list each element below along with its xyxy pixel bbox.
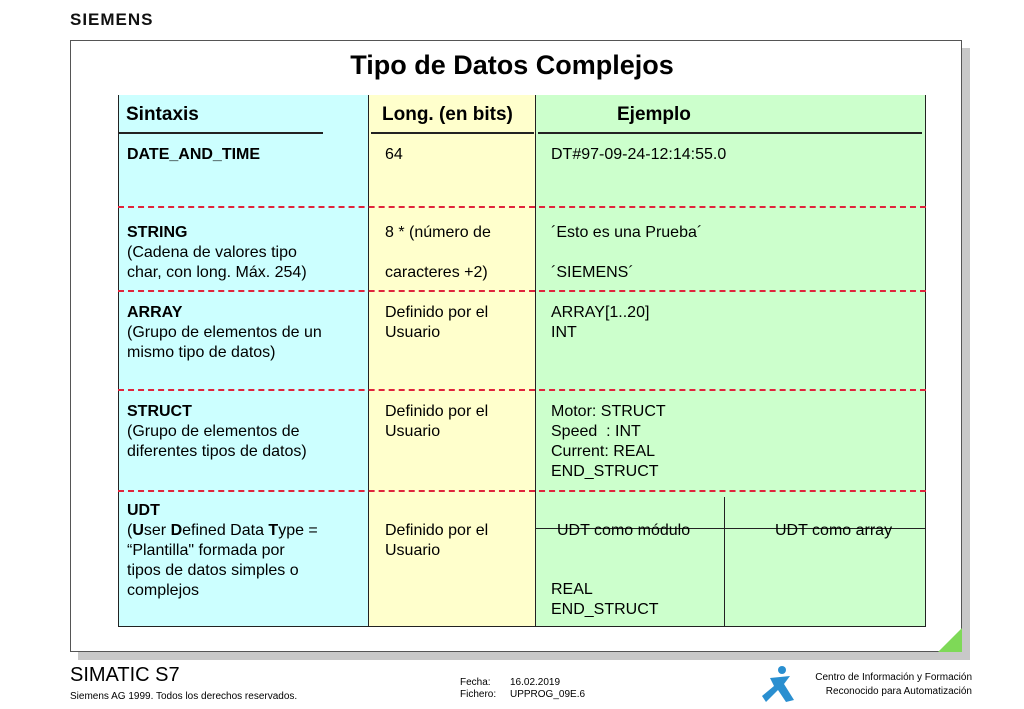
row-example-string: ´Esto es una Prueba´ [551,224,703,241]
row-name-array: ARRAY [127,304,183,321]
center-line-1: Centro de Información y Formación [815,672,972,683]
date-value: 16.02.2019 [510,677,561,688]
row-desc-string: (Cadena de valores tipo char, con long. Máx. 254) [127,244,307,281]
row-separator [118,389,926,391]
length-header: Long. (en bits) [382,104,513,125]
row-separator [118,490,926,492]
row-name-string: STRING [127,224,188,241]
row-example-struct: Motor: STRUCT Speed : INT Current: REAL END_STRUCT [551,403,666,480]
row-name-date-and-time: DATE_AND_TIME [127,146,261,163]
row-name-udt: UDT [127,502,160,519]
header-underline [538,132,922,134]
row-length-string-cont: caracteres +2) [385,264,488,281]
row-length-array: Definido por el Usuario [385,304,489,341]
row-desc-udt-first-line: (User Defined Data Type = [127,522,318,539]
row-example-string-2: ´SIEMENS´ [551,264,634,281]
row-desc-struct: (Grupo de elementos de diferentes tipos de datos) [127,423,307,460]
date-label: Fecha: [460,677,491,688]
slide-title: Tipo de Datos Complejos [350,50,674,80]
copyright-text: Siemens AG 1999. Todos los derechos reservados. [70,691,298,702]
row-length-udt: Definido por el Usuario [385,522,489,559]
row-name-struct: STRUCT [127,403,192,420]
row-length-string: 8 * (número de [385,224,491,241]
row-desc-array: (Grupo de elementos de un mismo tipo de datos) [127,324,322,361]
header-underline [371,132,534,134]
row-example-udt: REAL END_STRUCT [551,581,659,618]
row-separator [118,206,926,208]
row-length-struct: Definido por el Usuario [385,403,489,440]
udt-as-array-label: UDT como array [775,522,893,539]
center-line-2: Reconocido para Automatización [825,686,972,697]
syntax-header: Sintaxis [126,104,199,125]
file-value: UPPROG_09E.6 [510,689,586,700]
page-corner-mark [938,628,962,652]
training-center-logo-icon [760,664,798,704]
header-underline [118,132,323,134]
udt-divider [724,497,725,627]
siemens-logo-icon: SIEMENS [70,10,154,29]
product-name: SIMATIC S7 [70,664,180,686]
row-desc-udt: “Plantilla" formada por tipos de datos simples o complejos [127,542,299,599]
udt-as-module-label: UDT como módulo [557,522,691,539]
example-header: Ejemplo [617,104,691,125]
example-column [536,95,926,627]
row-separator [118,290,926,292]
row-example-date-and-time: DT#97-09-24-12:14:55.0 [551,146,727,163]
file-label: Fichero: [460,689,497,700]
row-length-date-and-time: 64 [385,146,403,163]
row-example-array: ARRAY[1..20] INT [551,304,650,341]
